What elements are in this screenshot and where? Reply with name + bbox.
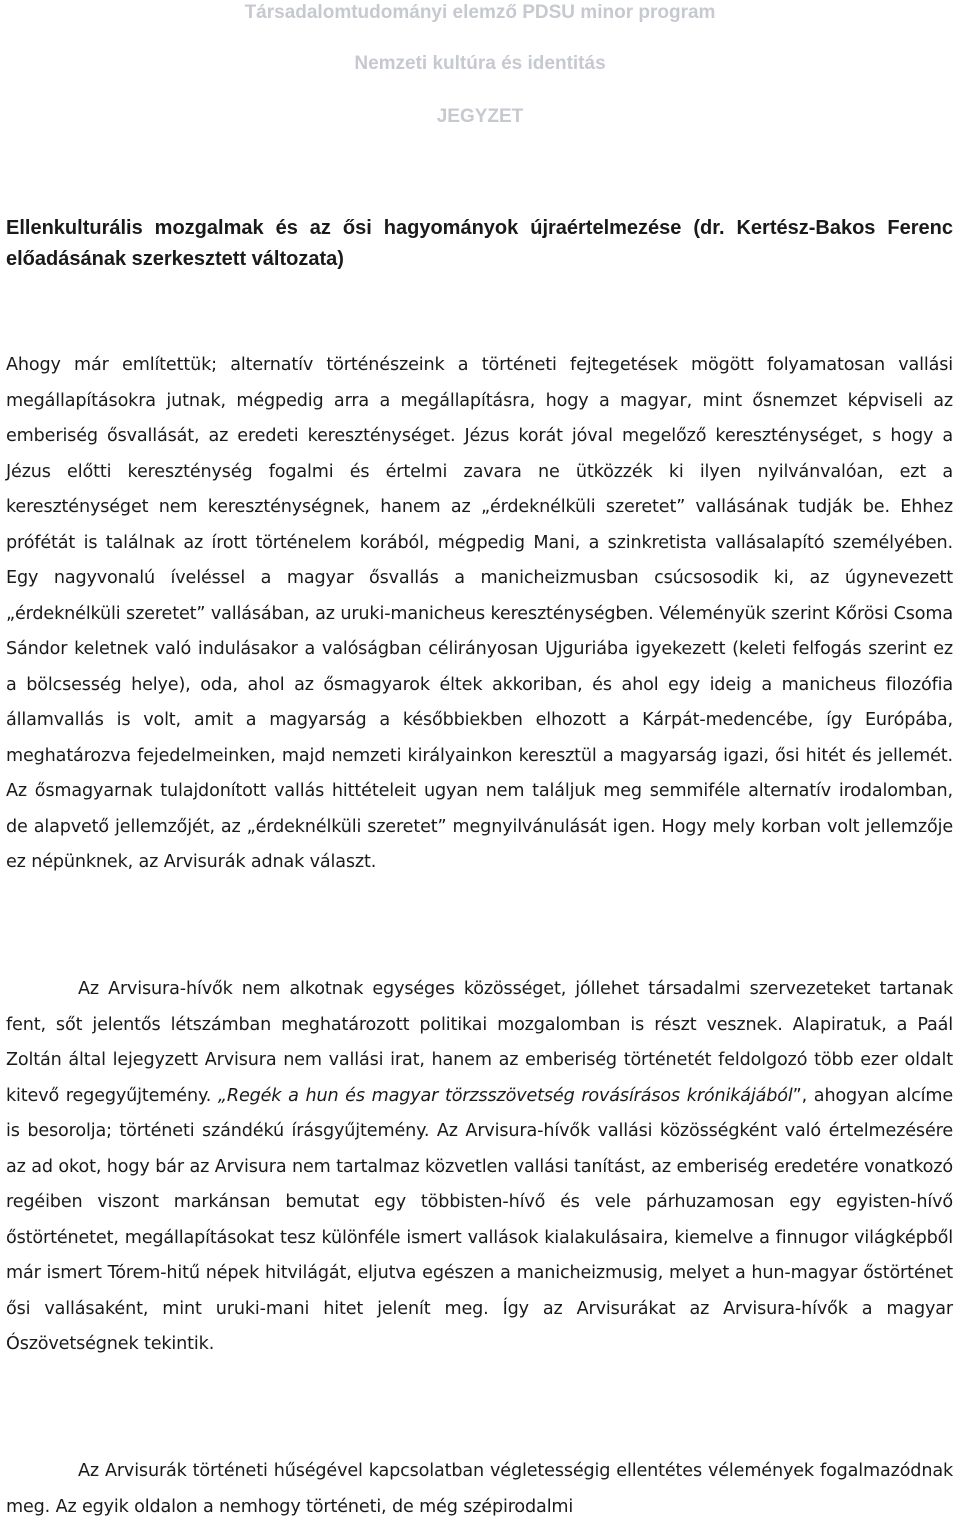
header-program: Társadalomtudományi elemző PDSU minor program [244,2,716,23]
header-course: Nemzeti kultúra és identitás [354,53,606,74]
book-subtitle-italic: „Regék a hun és magyar törzsszövetség rovásírásos krónikájából [217,1085,793,1106]
paragraph-2-text-start: Az Arvisura-hívők nem alkotnak egységes közösséget, jóllehet társadalmi szervezeteket tartanak fent, sőt jelentős létszámban meghatározott politikai mozgalomban is részt vesznek. Alapiratuk, a Paál Zoltán által lejegyzett Arvisura nem vallási irat, hanem az emberiség történetét feldolgozó több ezer oldalt kitevő regegyűjtemény. [6,979,953,1106]
document-title: Ellenkulturális mozgalmak és az ősi hagyományok újraértelmezése (dr. Kertész-Bakos Ferenc előadásának szerkesztett változata) [6,217,953,270]
paragraph-3: Az Arvisurák történeti hűségével kapcsolatban végletességig ellentétes vélemények fogalmazódnak meg. Az egyik oldalon a nemhogy történeti, de még szépirodalmi [6,1461,953,1517]
paragraph-2 [6,972,953,1363]
header-doc-type: JEGYZET [436,106,524,127]
paragraph-2-text-end: ”, ahogyan alcíme is besorolja; történeti szándékú írásgyűjtemény. Az Arvisura-hívők vallási közösségként való értelmezésére az ad okot, hogy bár az Arvisura nem tartalmaz közvetlen vallási tanítást, az emberiség eredetére vonatkozó regéiben viszont markánsan bemutat egy többisten-hívő és vele párhuzamosan egy egyisten-hívő őstörténetet, megállapításokat tesz különféle ismert vallások kialakulásaira, kiemelve a finnugor világképből már ismert Tórem-hitű népek hitvilágát, eljutva egészen a manicheizmusig, melyet a hun-magyar őstörténet ősi vallásaként, mint uruki-mani hitet jelenít meg. Így az Arvisurákat az Arvisura-hívők a magyar Ószövetségnek tekintik. [6,1085,953,1354]
paragraph-1: Ahogy már említettük; alternatív történészeink a történeti fejtegetések mögött folyamatosan vallási megállapításokra jutnak, mégpedig arra a megállapításra, hogy a magyar, mint ősnemzet képviseli az emberiség ősvallását, az eredeti kereszténységet. Jézus korát jóval megelőző kereszténységet, s hogy a Jézus előtti kereszténység fogalmi és értelmi zavara ne ütközzék ki ilyen nyilvánvalóan, ezt a kereszténységet nem kereszténységnek, hanem az „érdeknélküli szeretet” vallásának tudják be. Ehhez prófétát is találnak az írott történelem korából, mégpedig Mani, a szinkretista vallásalapító személyében. Egy nagyvonalú íveléssel a magyar ősvallás a manicheizmusban csúcsosodik ki, az úgynevezett „érdeknélküli szeretet” vallásában, az uruki-manicheus kereszténységben. Véleményük szerint Kőrösi Csoma Sándor keletnek való indulásakor a valóságban célirányosan Ujguriába igyekezett (keleti felfogás szerint ez a bölcsesség helye), oda, ahol az ősmagyarok éltek akkoriban, és ahol egy ideig a manicheus filozófia államvallás is volt, amit a magyarság a későbbiekben elhozott a Kárpát-medencébe, így Európába, meghatározva fejedelmeinken, majd nemzeti királyainkon keresztül a magyarság igazi, ősi hitét és jellemét. Az ősmagyarnak tulajdonított vallás hittételeit ugyan nem találjuk meg semmiféle alternatív irodalomban, de alapvető jellemzőjét, az „érdeknélküli szeretet” megnyilvánulását igen. Hogy mely korban volt jellemzője ez népünknek, az Arvisurák adnak választ. [6,355,953,872]
